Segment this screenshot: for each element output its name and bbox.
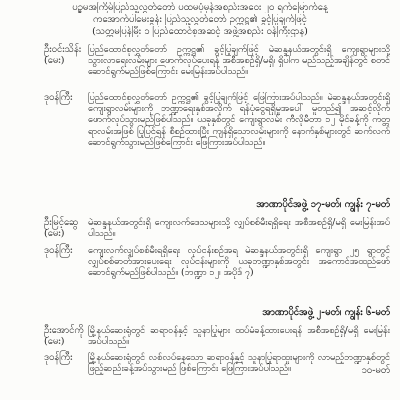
entry-text: ပြည်ထောင်စုလွှတ်တော် ဥက္ကဋ္ဌ၏ ခွင့်ပြုချက်ဖြင့် ဖြေကြားအပ်ပါသည်။ မဲဆန္ဒနယ်အတွင်းရှိ ကျေးရွာလမ်းများကို ဘဏ္ဍာရေးနှစ်အလိုက် ရန်ပုံငွေရရှိမှုအပေါ် မူတည်၍ အဆင့်လိုက် ဖောက်လုပ်သွားမည်ဖြစ်ပါသည်။ ယခုနှစ်တွင် ကျေးရွာလမ်း ကီလိုမီတာ ၁၂ မိုင်ခန့်ကို ကတ္တရာလမ်းအဖြစ် ပြုပြင်ရန် စီစဉ်ထားပြီး ကျန်ရှိသောလမ်းများကို နောက်နှစ်များတွင် ဆက်လက်ဆောင်ရွက်သွားမည်ဖြစ်ကြောင်း ဖြေကြားအပ်ပါသည်။ bbox=[88, 92, 390, 148]
entry-label: ဒုဝန်ကြီး bbox=[44, 245, 73, 256]
entry-text: မဲဆန္ဒနယ်အတွင်းရှိ ကျေးလက်ဒေသများသို့ လျှပ်စစ်မီးရရှိရေး အစီအစဉ်ရှိ/မရှိ မေးမြန်းအပ်ပါသည်။ bbox=[88, 217, 390, 240]
section-heading: အာဏာပိုင်အဖွဲ့ ၂-မတ်၊ ကျွန်း ၆-မတ် bbox=[262, 307, 390, 318]
entry-number: (မေး) bbox=[44, 228, 65, 239]
header-line-2: ကအောက်ပါမေးခွန်း ပြည်သူ့လွှတ်တော် ဥက္ကဋ္ဌ၏ ခွင့်ပြုချက်ဖြင့် bbox=[93, 14, 307, 25]
header-line-3: (သတ္တမပြန်မြီး ၁ ပြည်ထောင်စုအဆင့် အဖွဲ့အစည်း ဝန်ကြီးဌာန) bbox=[92, 26, 308, 37]
entry-text: ကျေးလက်လျှပ်စစ်မီးရရှိရေး လုပ်ငန်းစဉ်အရ မဲဆန္ဒနယ်အတွင်းရှိ ကျေးရွာ ၂၅ ရွာတွင် လျှပ်စစ်ဓာတ်အားပေးရေး လုပ်ငန်းများကို ယခုဘဏ္ဍာနှစ်အတွင်း အကောင်အထည်ဖော် ဆောင်ရွက်မည်ဖြစ်ပါသည်။ (ဘဏ္ဍာ ၁၂၊ အပိုဒ် ၇) bbox=[88, 245, 390, 279]
entry-label: ဦးဝင်းသိန်း bbox=[44, 44, 82, 55]
header-line-1: ပဥ္စမအကြိမ်ပြည်သူ့လွှတ်တော် ပထမပုံမှန်အစည်းအဝေး ၂၀ ရက်မြောက်နေ့ bbox=[72, 2, 328, 13]
entry-text: မြို့နယ်ဆေးရုံတွင် ဆရာဝန်နှင့် သူနာပြုများ ထပ်မံခန့်ထားပေးရန် အစီအစဉ်ရှိ/မရှိ မေးမြန်းအပ်ပါသည်။ bbox=[88, 325, 390, 348]
entry-text: ပြည်ထောင်စုလွှတ်တော် ဥက္ကဋ္ဌ၏ ခွင့်ပြုချက်ဖြင့် မဲဆန္ဒနယ်အတွင်းရှိ ကျေးရွာများသို့ သွားလာရေးလမ်းများ ဖောက်လုပ်ပေးရန် အစီအစဉ်ရှိ/မရှိ၊ ရှိပါက မည်သည့်အချိန်တွင် စတင်ဆောင်ရွက်မည်ဖြစ်ကြောင်း မေးမြန်းအပ်ပါသည်။ bbox=[88, 44, 390, 78]
entry-number: (မေး) bbox=[44, 55, 65, 66]
entry-label: ဒုဝန်ကြီး bbox=[44, 92, 73, 103]
entry-label: ဦးအောင်ကို bbox=[44, 325, 84, 336]
section-heading: အာဏာပိုင်အဖွဲ့ ၁၇-မတ်၊ ကျွန်း ၇-မတ် bbox=[256, 199, 390, 210]
entry-label: ဦးမြင့်ဆွေ bbox=[44, 217, 78, 228]
entry-label: ဒုဝန်ကြီး bbox=[44, 352, 73, 363]
entry-number: (မေး) bbox=[44, 336, 65, 347]
entry-text: မြို့နယ်ဆေးရုံတွင် လစ်လပ်နေသော ဆရာဝန်နှင့် သူနာပြုရာထူးများကို လာမည့်ဘဏ္ဍာနှစ်တွင် ဖြည့်ဆည်းခန့်အပ်သွားမည် ဖြစ်ကြောင်း ဖြေကြားအပ်ပါသည်။ bbox=[88, 352, 390, 375]
page-number: ၁၀-မတ် bbox=[361, 365, 390, 376]
